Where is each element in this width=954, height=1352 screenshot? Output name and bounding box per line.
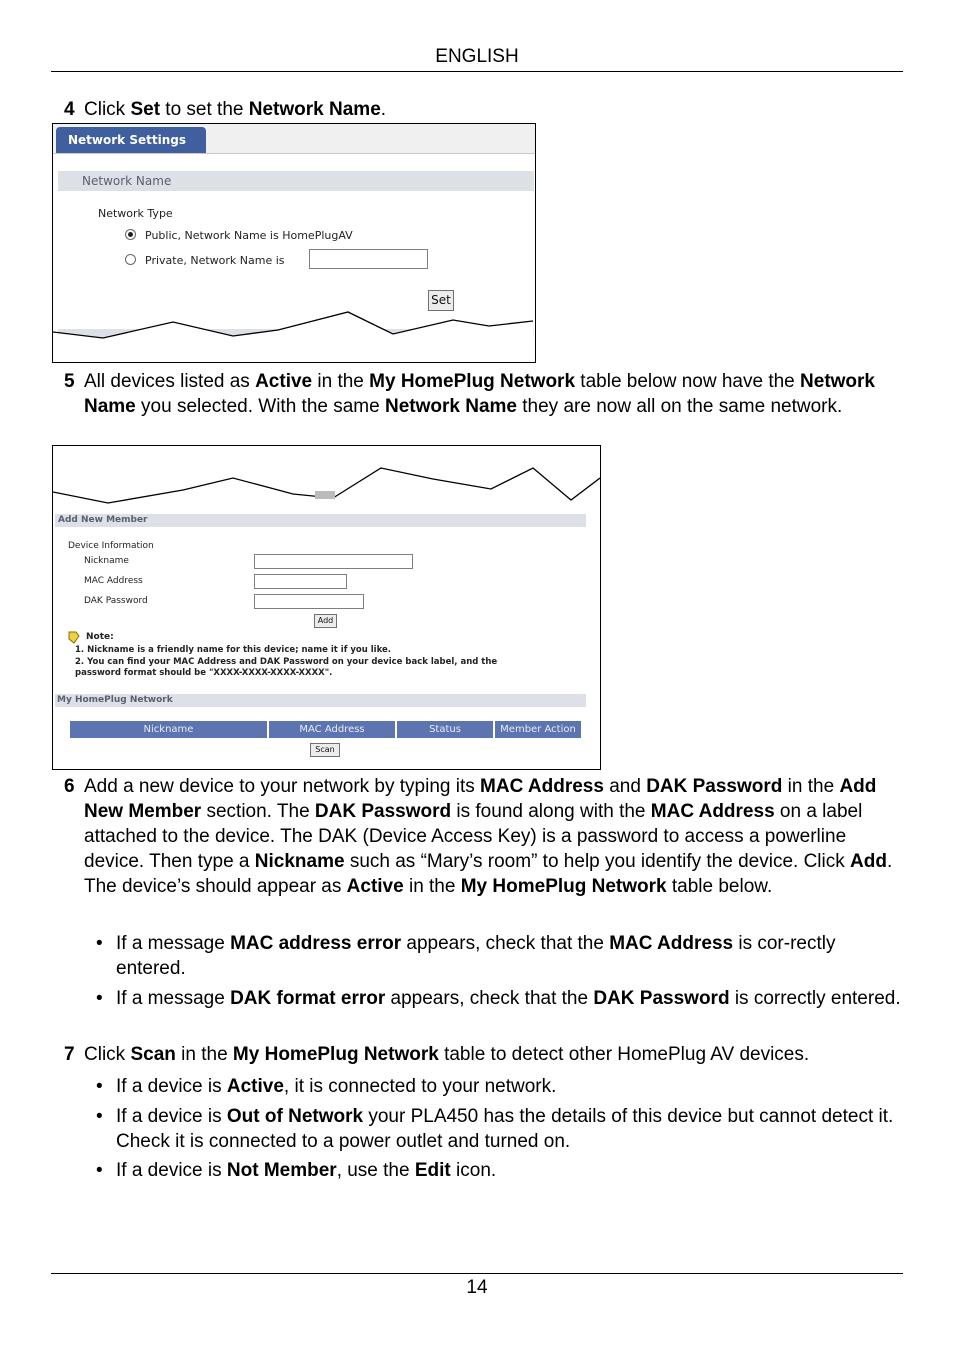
torn-edge-bottom — [53, 124, 535, 362]
tab-network-settings[interactable]: Network Settings — [56, 127, 206, 153]
bullet-text: If a device is Not Member, use the Edit icon. — [116, 1160, 497, 1181]
note-line-3: password format should be "XXXX-XXXX-XXXX-XXXX". — [75, 668, 333, 678]
section-add-new-member: Add New Member — [55, 514, 586, 527]
bullet-dot: • — [96, 1076, 103, 1097]
note-line-1: 1. Nickname is a friendly name for this device; name it if you like. — [75, 645, 392, 655]
step-text: Click Scan in the My HomePlug Network table to detect other HomePlug AV devices. — [84, 1044, 810, 1065]
note-label: Note: — [86, 632, 114, 642]
note-icon — [67, 630, 81, 644]
bullet-text: If a message DAK format error appears, check that the DAK Password is correctly entered. — [116, 988, 901, 1009]
bullet-dot: • — [96, 933, 103, 954]
set-button[interactable]: Set — [428, 290, 454, 311]
step-number: 6 — [64, 776, 75, 797]
nickname-label: Nickname — [84, 556, 129, 566]
footer-rule — [51, 1273, 903, 1274]
step-number: 4 — [64, 99, 75, 120]
step-number: 5 — [64, 371, 75, 392]
mac-address-input[interactable] — [254, 574, 347, 589]
add-member-screenshot — [52, 445, 601, 770]
column-status: Status — [397, 721, 493, 738]
note-line-2: 2. You can find your MAC Address and DAK Password on your device back label, and the — [75, 657, 498, 667]
bullet-text: If a device is Active, it is connected to your network. — [116, 1076, 557, 1097]
scan-button[interactable]: Scan — [310, 743, 340, 757]
public-option-label: Public, Network Name is HomePlugAV — [145, 229, 353, 242]
dak-password-input[interactable] — [254, 594, 364, 609]
nickname-input[interactable] — [254, 554, 413, 569]
private-option-label: Private, Network Name is — [145, 254, 285, 267]
bullet-text: If a device is Out of Network your PLA450 has the details of this device but cannot detect it. Check it is connected to a power outlet and turned on. — [116, 1106, 894, 1152]
step-text: All devices listed as Active in the My HomePlug Network table below now have the Network Name you selected. With the same Network Name they are now all on the same network. — [84, 371, 875, 417]
header-rule — [51, 71, 903, 72]
language-header: ENGLISH — [435, 46, 519, 67]
column-member-action: Member Action — [495, 721, 581, 738]
dak-password-label: DAK Password — [84, 596, 148, 606]
page-number: 14 — [466, 1277, 488, 1298]
bullet-dot: • — [96, 1160, 103, 1181]
bullet-dot: • — [96, 1106, 103, 1127]
column-mac-address: MAC Address — [269, 721, 395, 738]
network-type-label: Network Type — [98, 207, 173, 220]
column-nickname: Nickname — [70, 721, 267, 738]
section-network-name: Network Name — [58, 171, 534, 191]
bullet-dot: • — [96, 988, 103, 1009]
step-text: Add a new device to your network by typing its MAC Address and DAK Password in the Add New Member section. The DAK Password is found along with the MAC Address on a label attached to the device. The DAK (Device Access Key) is a password to access a powerline device. Then type a Nickname such as “Mary’s room” to help you identify the device. Click Add. The device’s should appear as Active in the My HomePlug Network table below. — [84, 776, 893, 897]
step-number: 7 — [64, 1044, 75, 1065]
step-text: Click Set to set the Network Name. — [84, 99, 387, 120]
section-my-homeplug-network: My HomePlug Network — [55, 694, 586, 707]
device-information-label: Device Information — [68, 541, 154, 551]
network-settings-screenshot — [52, 123, 536, 363]
bullet-text: If a message MAC address error appears, check that the MAC Address is cor-rectly entered. — [116, 933, 836, 979]
add-button[interactable]: Add — [314, 614, 337, 628]
torn-edge-top — [53, 446, 600, 506]
mac-address-label: MAC Address — [84, 576, 143, 586]
